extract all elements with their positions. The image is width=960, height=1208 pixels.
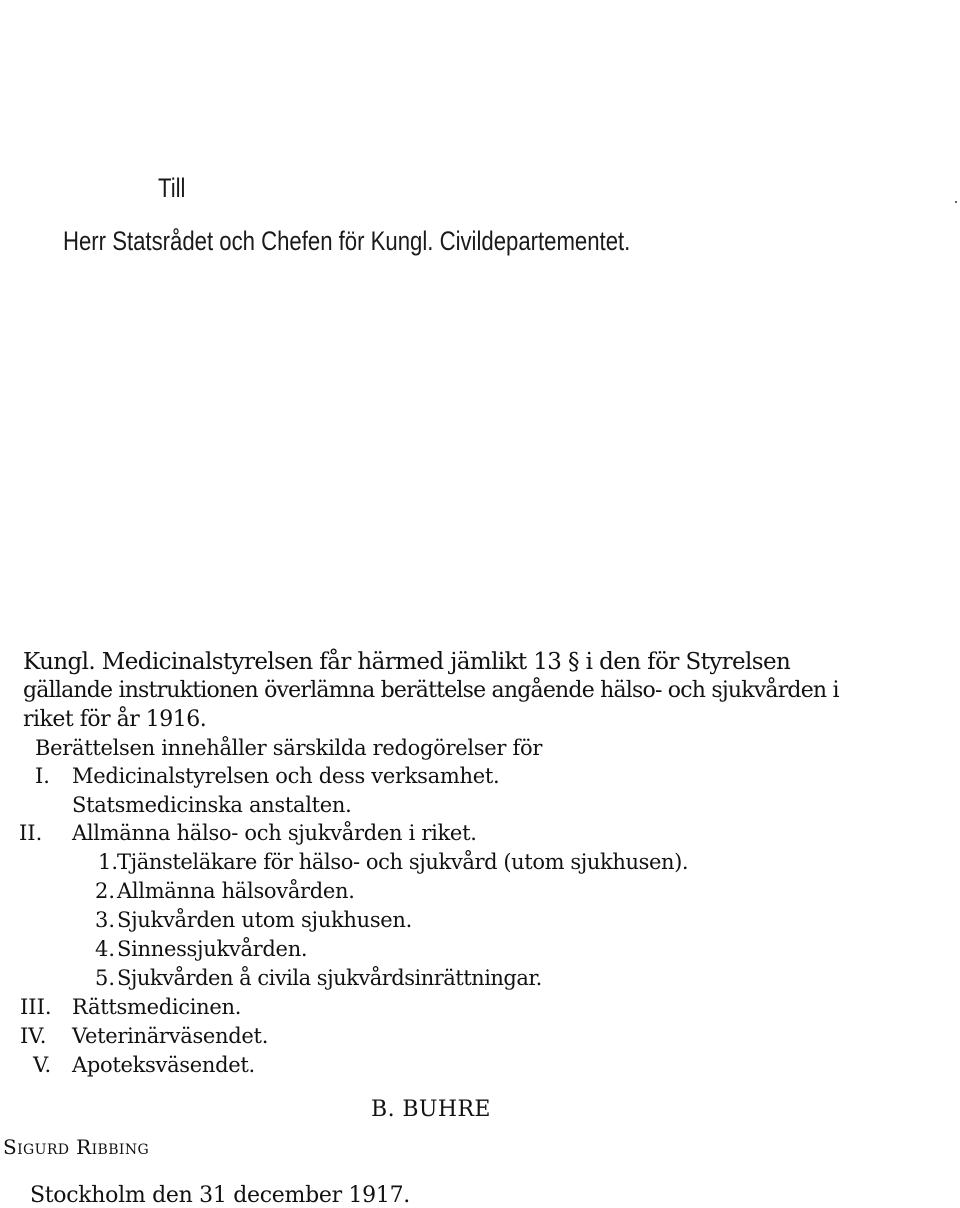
contents-label: Statsmedicinska anstalten. — [72, 793, 352, 817]
place-date-line: Stockholm den 31 december 1917. — [30, 1183, 410, 1208]
contents-label: Rättsmedicinen. — [72, 995, 242, 1019]
contents-num: 2. — [95, 879, 116, 903]
contents-num: 1. — [98, 850, 119, 874]
contents-num: I. — [35, 764, 50, 788]
salutation-till: Till — [158, 173, 186, 203]
contents-label: Allmänna hälso- och sjukvården i riket. — [72, 821, 477, 845]
body-line-3: riket för år 1916. — [23, 707, 207, 732]
scan-speck — [955, 201, 957, 203]
contents-label: Tjänsteläkare för hälso- och sjukvård (utom sjukhusen). — [117, 850, 689, 874]
contents-label: Medicinalstyrelsen och dess verksamhet. — [72, 764, 500, 788]
body-line-1: Kungl. Medicinalstyrelsen får härmed jämlikt 13 § i den för Styrelsen — [23, 649, 791, 675]
contents-label: Veterinärväsendet. — [72, 1024, 269, 1048]
contents-num: 4. — [95, 937, 116, 961]
signature-ribbing: Sigurd Ribbing — [3, 1135, 150, 1159]
signature-buhre: B. BUHRE — [371, 1097, 491, 1122]
contents-label: Allmänna hälsovården. — [117, 879, 355, 903]
contents-intro: Berättelsen innehåller särskilda redogörelser för — [35, 736, 543, 760]
contents-num: III. — [20, 995, 52, 1019]
recipient-line: Herr Statsrådet och Chefen för Kungl. Civildepartementet. — [63, 226, 631, 256]
contents-label: Sjukvården utom sjukhusen. — [117, 908, 413, 932]
contents-label: Apoteksväsendet. — [72, 1053, 255, 1077]
contents-label: Sinnessjukvården. — [117, 937, 308, 961]
contents-label: Sjukvården å civila sjukvårdsinrättningar. — [117, 966, 542, 990]
contents-num: IV. — [20, 1024, 47, 1048]
contents-num: 5. — [95, 966, 116, 990]
contents-num: 3. — [95, 908, 116, 932]
contents-num: II. — [19, 821, 43, 845]
contents-num: V. — [33, 1053, 52, 1077]
body-line-2: gällande instruktionen överlämna berättelse angående hälso- och sjukvården i — [23, 678, 839, 703]
